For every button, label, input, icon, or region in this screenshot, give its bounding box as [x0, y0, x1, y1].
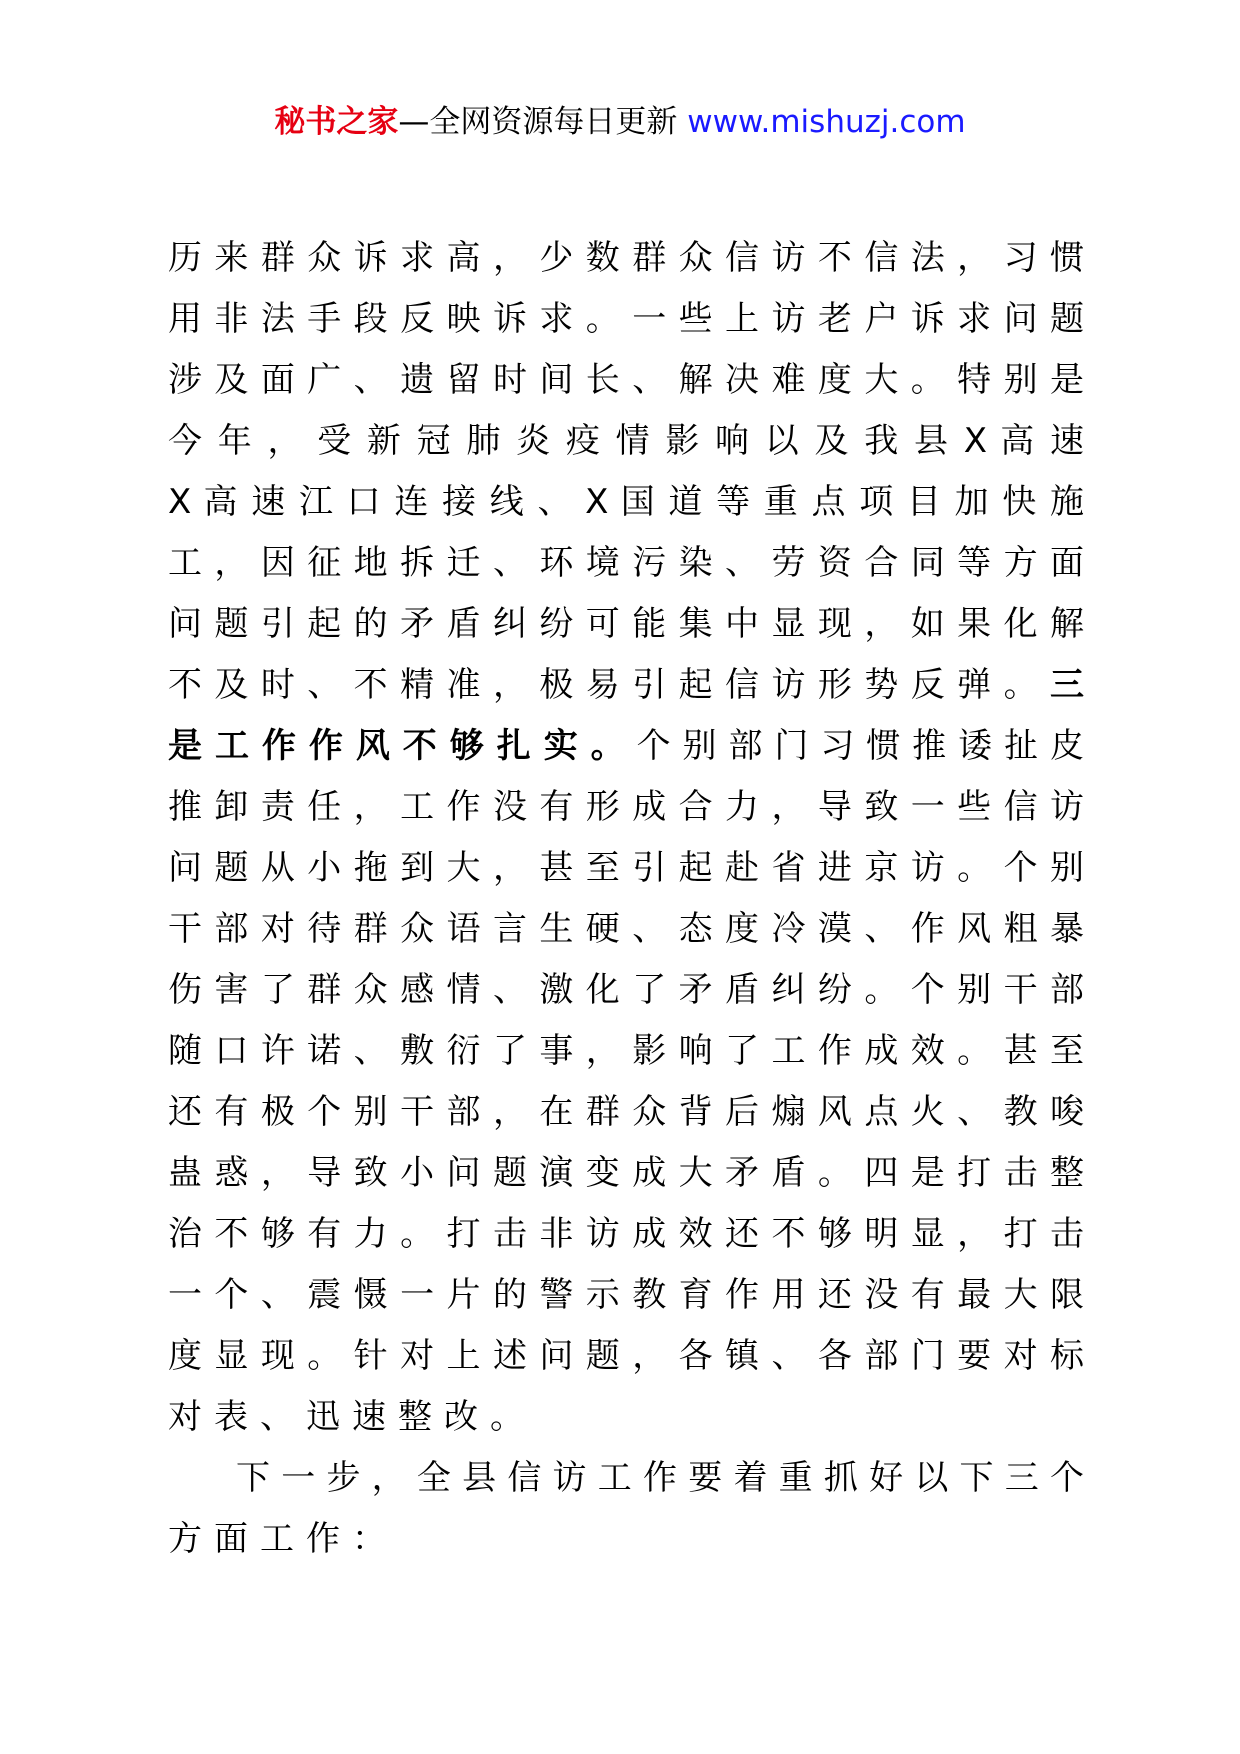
- text-segment: 个 别 部 门 习 惯 推 诿 扯 皮: [636, 726, 1084, 766]
- text-line: 用 非 法 手 段 反 映 诉 求 。 一 些 上 访 老 户 诉 求 问 题: [168, 299, 1084, 339]
- text-line: 推 卸 责 任 ， 工 作 没 有 形 成 合 力 ， 导 致 一 些 信 访: [168, 787, 1084, 827]
- text-line-mixed: [168, 655, 1084, 716]
- page-header: [0, 102, 1240, 142]
- text-segment: 不 及 时 、 不 精 准 ， 极 易 引 起 信 访 形 势 反 弹 。: [168, 665, 1039, 705]
- site-url: www.mishuzj.com: [687, 104, 966, 140]
- text-line: 随 口 许 诺 、 敷 衍 了 事 ， 影 响 了 工 作 成 效 。 甚 至: [168, 1031, 1084, 1071]
- text-line: 治 不 够 有 力 。 打 击 非 访 成 效 还 不 够 明 显 ， 打 击: [168, 1214, 1084, 1254]
- text-line: 还 有 极 个 别 干 部 ， 在 群 众 背 后 煽 风 点 火 、 教 唆: [168, 1092, 1084, 1132]
- text-line: 工 ， 因 征 地 拆 迁 、 环 境 污 染 、 劳 资 合 同 等 方 面: [168, 543, 1084, 583]
- text-line: X 高 速 江 口 连 接 线 、 X 国 道 等 重 点 项 目 加 快 施: [168, 482, 1084, 522]
- text-line-indented: 下 一 步 ， 全 县 信 访 工 作 要 着 重 抓 好 以 下 三 个: [236, 1458, 1084, 1498]
- bold-heading-segment: 三: [1050, 665, 1084, 705]
- text-line: 度 显 现 。 针 对 上 述 问 题 ， 各 镇 、 各 部 门 要 对 标: [168, 1336, 1084, 1376]
- text-line: 今 年 ， 受 新 冠 肺 炎 疫 情 影 响 以 及 我 县 X 高 速: [168, 421, 1084, 461]
- text-line: 蛊 惑 ， 导 致 小 问 题 演 变 成 大 矛 盾 。 四 是 打 击 整: [168, 1153, 1084, 1193]
- text-line: 一 个 、 震 慑 一 片 的 警 示 教 育 作 用 还 没 有 最 大 限: [168, 1275, 1084, 1315]
- document-body: [168, 228, 1084, 1570]
- text-line: 方面工作：: [168, 1519, 398, 1559]
- text-line: 干 部 对 待 群 众 语 言 生 硬 、 态 度 冷 漠 、 作 风 粗 暴: [168, 909, 1084, 949]
- text-line-mixed: [168, 716, 1084, 777]
- text-line: 历 来 群 众 诉 求 高 ， 少 数 群 众 信 访 不 信 法 ， 习 惯: [168, 238, 1084, 278]
- text-line: 伤 害 了 群 众 感 情 、 激 化 了 矛 盾 纠 纷 。 个 别 干 部: [168, 970, 1084, 1010]
- header-tagline: —全网资源每日更新: [398, 104, 688, 140]
- text-line: 问 题 引 起 的 矛 盾 纠 纷 可 能 集 中 显 现 ， 如 果 化 解: [168, 604, 1084, 644]
- brand-name: 秘书之家: [274, 104, 399, 140]
- bold-heading-segment: 是 工 作 作 风 不 够 扎 实 。: [168, 726, 626, 766]
- text-line: 问 题 从 小 拖 到 大 ， 甚 至 引 起 赴 省 进 京 访 。 个 别: [168, 848, 1084, 888]
- text-line: 对表、迅速整改。: [168, 1397, 536, 1437]
- text-line: 涉 及 面 广 、 遗 留 时 间 长 、 解 决 难 度 大 。 特 别 是: [168, 360, 1084, 400]
